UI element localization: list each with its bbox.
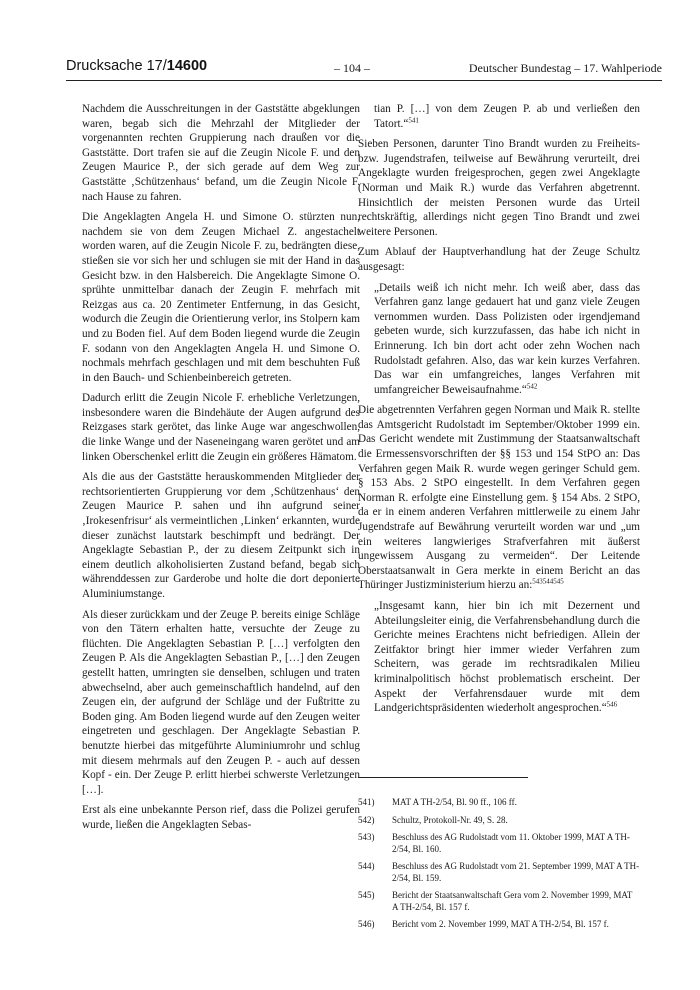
footnote-ref-541[interactable]: 541 <box>408 115 419 124</box>
paragraph: Zum Ablauf der Hauptverhandlung hat der Zeuge Schultz ausgesagt: <box>358 246 640 273</box>
paragraph: Als die aus der Gaststätte herauskommenden Mitglieder der rechtsorientierten Gruppierung vor dem ‚Schützenhaus‘ den Zeugen Maurice P. sahen und ihn aufgrund seiner ‚Irokesenfrisur‘ als vermeintlichen ‚Linken‘ erkannten, wurde dieser zunächst lautstark beschimpft und bedrängt. Der Angeklagte Sebastian P., der zu diesem Zeitpunkt sich in einem deutlich alkoholisierten Zustand befand, begab sich währenddessen zur Garderobe und holte die dort deponierte Aluminiumstange. <box>82 471 360 600</box>
document-number <box>66 58 207 74</box>
footnote-text: Beschluss des AG Rudolstadt vom 21. September 1999, MAT A TH-2/54, Bl. 159. <box>392 861 640 883</box>
block-quote <box>374 599 640 716</box>
footnote-text: Bericht der Staatsanwaltschaft Gera vom 2. November 1999, MAT A TH-2/54, Bl. 157 f. <box>392 890 633 912</box>
footnote-text: Beschluss des AG Rudolstadt vom 11. Oktober 1999, MAT A TH-2/54, Bl. 160. <box>392 832 630 854</box>
footnotes <box>358 797 640 937</box>
footnote-divider <box>358 777 528 778</box>
footnote-ref-542[interactable]: 542 <box>526 381 538 390</box>
page-header <box>66 56 662 81</box>
footnote-number: 546) <box>358 919 375 929</box>
paragraph: Erst als eine unbekannte Person rief, dass die Polizei gerufen wurde, ließen die Angeklagten Sebas- <box>82 804 360 831</box>
paragraph <box>358 403 640 593</box>
quote-text: „Details weiß ich nicht mehr. Ich weiß aber, dass das Verfahren ganz lange gedauert hat und ganz viele Zeugen vernommen wurden. Dass Polizisten oder irgendjemand gebeten wurde, sich kurzzufassen, das habe ich nicht in Erinnerung. Ich bin dort acht oder zehn Wochen nach Rudolstadt gefahren. Also, das war kein kurzes Verfahren. Das war ein umfangreiches, langes Verfahren mit umfangreicher Beweisaufnahme.“ <box>374 281 640 396</box>
footnote-ref-544[interactable]: 544 <box>542 577 554 586</box>
footnote-number: 544) <box>358 861 375 871</box>
footnote-text: Schultz, Protokoll-Nr. 49, S. 28. <box>392 814 508 825</box>
footnote <box>358 890 640 913</box>
paragraph: Dadurch erlitt die Zeugin Nicole F. erhebliche Verletzungen, insbesondere waren die Bindehäute der Augen aufgrund des Reizgases stark gerötet, das linke Auge war angeschwollen, die linke Wange und der Naseneingang waren gerötet und am linken Oberschenkel erlitt die Zeugin ein größeres Hämatom. <box>82 392 360 463</box>
footnote-text: Bericht vom 2. November 1999, MAT A TH-2/54, Bl. 157 f. <box>392 919 609 929</box>
footnote-text: MAT A TH-2/54, Bl. 90 ff., 106 ff. <box>392 797 517 807</box>
quote-text: tian P. […] von dem Zeugen P. ab und verließen den Tatort.“ <box>374 103 640 130</box>
footnote-number: 543) <box>358 832 375 842</box>
paragraph: Als dieser zurückkam und der Zeuge P. bereits einige Schläge von den Tätern erhalten hatte, versuchte der Zeuge zu flüchten. Die Angeklagten Sebastian P. […] verfolgten den Zeugen P. Als die Angeklagten Sebastian P., […] den Zeugen gestellt hatten, umringten sie denselben, schlugen und traten abwechselnd, aber auch gemeinschaftlich handelnd, auf den Zeugen ein, der aufgrund der Schläge und der Fußtritte zu Boden ging. Am Boden liegend wurde auf den Zeugen weiter eingetreten und geschlagen. Der Angeklagte Sebastian P. benutzte hierbei das mitgeführte Aluminiumrohr und schlug mit diesem mehrmals auf den Zeugen P. - auch auf dessen Kopf - ein. Der Zeuge P. erlitt hierbei schwerste Verletzungen […]. <box>82 608 360 796</box>
right-column <box>358 102 640 722</box>
document-number-value: 14600 <box>166 58 208 74</box>
quote-continuation <box>374 102 640 131</box>
footnote <box>358 832 640 855</box>
left-column <box>82 102 360 839</box>
block-quote <box>374 281 640 398</box>
footnote <box>358 919 640 931</box>
paragraph: Die Angeklagten Angela H. und Simone O. stürzten nun, nachdem sie von dem Zeugen Michael Z. angestachelt worden waren, auf die Zeugin Nicole F. zu, bedrängten diese, stießen sie vor sich her und schlugen sie mit der Hand in das Gesicht bzw. in den Halsbereich. Die Angeklagte Simone O. sprühte unmittelbar danach der Zeugin F. mehrfach mit Reizgas aus ca. 20 Zentimeter Entfernung, in das Gesicht, wodurch die Zeugin die Orientierung verlor, ins Stolpern kam und zu Boden fiel. Auf dem Boden liegend wurde die Zeugin F. sodann von den Angeklagten Angela H. und Simone O. nochmals mehrfach geschlagen und mit dem beschuhten Fuß in den Bauch- und Schienbeinbereich getreten. <box>82 211 360 384</box>
footnote-ref-546[interactable]: 546 <box>606 700 618 709</box>
footnote <box>358 861 640 884</box>
footnote <box>358 797 640 809</box>
footnote-number: 541) <box>358 797 375 807</box>
footnote-number: 545) <box>358 890 375 900</box>
footnote-ref-545[interactable]: 545 <box>553 577 564 586</box>
document-prefix: Drucksache 17/ <box>66 58 167 74</box>
footnote <box>358 815 640 827</box>
page-number: – 104 – <box>334 61 370 75</box>
paragraph: Sieben Personen, darunter Tino Brandt wurden zu Freiheits- bzw. Jugendstrafen, teilweise auf Bewährung verurteilt, drei Angeklagte wurden freigesprochen, gegen zwei Angeklagte (Norman und Maik R.) wurde das Verfahren abgetrennt. Hinsichtlich der meisten Personen wurde das Urteil rechtskräftig, allerdings nicht gegen Tino Brandt und zwei weitere Personen. <box>358 138 640 238</box>
footnote-ref-543[interactable]: 543 <box>532 577 543 586</box>
quote-text: „Insgesamt kann, hier bin ich mit Dezernent und Abteilungsleiter einig, die Verfahrensbehandlung durch die Gerichte meines Erachtens nicht befriedigen. Allein der Zeitfaktor bringt hier immer wieder Verfahren zum Scheitern, was gerade im rechtsradikalen Milieu kriminalpolitisch höchst problematisch erscheint. Der Aspekt der Verfahrensdauer wurde mit dem Landgerichtspräsidenten wiederholt angesprochen.“ <box>374 600 640 715</box>
paragraph-text: Die abgetrennten Verfahren gegen Norman und Maik R. stellte das Amtsgericht Rudolstadt im September/Oktober 1999 ein. Das Gericht wendete mit Zustimmung der Staatsanwaltschaft die Ermessensvorschriften der §§ 153 und 154 StPO an: Das Verfahren gegen Maik R. wurde wegen geringer Schuld gem. § 153 Abs. 2 StPO eingestellt. In dem Verfahren gegen Norman R. erfolgte eine Einstellung gem. § 154 Abs. 2 StPO, da er in einem anderen Verfahren mittlerweile zu einem Jahr Jugendstrafe auf Bewährung verurteilt worden war und „um ein weiteres langwieriges Strafverfahren mit äußerst ungewissem Ausgang zu vermeiden“. Der Leitende Oberstaatsanwalt in Gera merkte in einem Bericht an das Thüringer Justizministerium hierzu an: <box>358 404 640 592</box>
footnote-number: 542) <box>358 814 375 825</box>
parliament-title: Deutscher Bundestag – 17. Wahlperiode <box>468 61 662 75</box>
paragraph: Nachdem die Ausschreitungen in der Gaststätte abgeklungen waren, begab sich die Mehrzahl der Mitglieder der vorgenannten rechten Gruppierung nach draußen vor die Gaststätte. Dort trafen sie auf die Zeugin Nicole F. und den Zeugen Maurice P., der sich gerade auf dem Weg zur Gaststätte ‚Schützenhaus‘ befand, um die Zeugin Nicole F. nach Hause zu fahren. <box>82 103 360 203</box>
